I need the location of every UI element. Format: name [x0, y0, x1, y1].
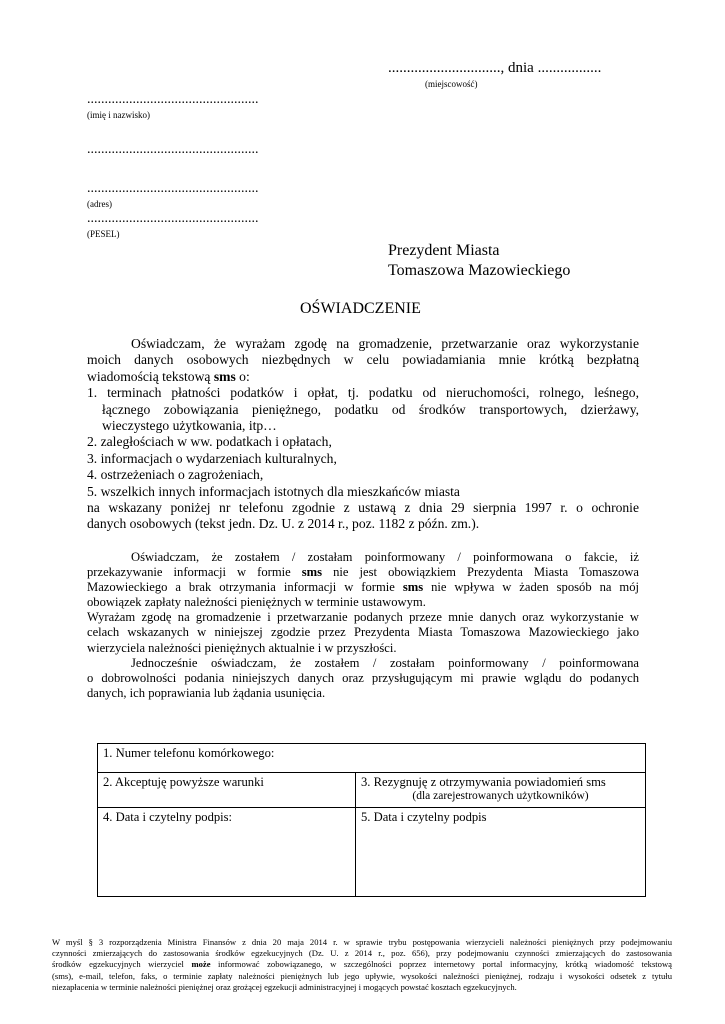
resign-label: 3. Rezygnuję z otrzymywania powiadomień sms: [361, 775, 606, 789]
address-caption: (adres): [87, 199, 112, 209]
consent-item-5: 5. wszelkich innych informacjach istotnych dla mieszkańców miasta: [87, 483, 460, 499]
signature-5-label: 5. Data i czytelny podpis: [361, 810, 487, 824]
signature-field-5[interactable]: [356, 808, 646, 897]
footnote-line-2: czynności zmierzających do zastosowania środków egzekucyjnych (Dz. U. z 2014 r., poz. 656), przy podejmowaniu czynności zmierzających do zastosowania: [52, 948, 672, 959]
signature-4-label: 4. Data i czytelny podpis:: [103, 810, 233, 824]
accept-terms-label: 2. Akceptuję powyższe warunki: [103, 775, 264, 789]
resign-field[interactable]: [356, 773, 646, 808]
footnote-line-5: niezapłacenia w terminie należności pieniężnej oraz grożącej egzekucji administracyjnej i mogących powstać kosztach egzekucyjnych.: [52, 981, 517, 992]
declaration-2-line-2: celach wskazanych w niniejszej zgodzie przez Prezydenta Miasta Tomaszowa Mazowieckiego jako: [87, 625, 639, 640]
pesel-line[interactable]: .................................................: [87, 211, 259, 226]
consent-intro-3: wiadomością tekstową sms o:: [87, 368, 250, 384]
declaration-3-line-1: Jednocześnie oświadczam, że zostałem / zostałam poinformowany / poinformowana: [131, 655, 639, 670]
consent-intro-2: moich danych osobowych niezbędnych w celu powiadamiania mnie krótką bezpłatną: [87, 352, 639, 368]
resign-note: (dla zarejestrowanych użytkowników): [412, 790, 589, 802]
declaration-1-line-4: obowiązek zapłaty należności pieniężnych w terminie ustawowym.: [87, 595, 426, 610]
consent-item-2: 2. zaległościach w ww. podatkach i opłatach,: [87, 434, 332, 450]
consent-item-1-line-2: łącznego zobowiązania pieniężnego, podatku od środków transportowych, dzierżawy,: [102, 401, 639, 417]
declaration-1-line-1: Oświadczam, że zostałem / zostałam poinformowany / poinformowana o fakcie, iż: [131, 550, 639, 564]
declaration-3-line-2: o dobrowolności podania niniejszych danych oraz przysługującym mi prawie wglądu do podanych: [87, 670, 639, 685]
pesel-caption: (PESEL): [87, 229, 120, 239]
declaration-2-line-1: Wyrażam zgodę na gromadzenie i przetwarzanie podanych przeze mnie danych oraz wykorzystanie w: [87, 610, 639, 625]
address-line-1[interactable]: .................................................: [87, 142, 259, 157]
consent-item-1-line-3: wieczystego użytkowania, itp…: [102, 418, 277, 434]
consent-outro-1: na wskazany poniżej nr telefonu zgodnie z ustawą z dnia 29 sierpnia 1997 r. o ochronie: [87, 500, 639, 516]
footnote-line-1: W myśl § 3 rozporządzenia Ministra Finansów z dnia 20 maja 2014 r. w sprawie trybu postępowania wierzycieli należności pieniężnych przy podejmowaniu: [52, 937, 672, 947]
consent-outro-2: danych osobowych (tekst jedn. Dz. U. z 2014 r., poz. 1182 z późn. zm.).: [87, 516, 480, 532]
consent-item-1-line-1: 1. terminach płatności podatków i opłat, tj. podatku od nieruchomości, rolnego, leśnego,: [87, 385, 639, 401]
consent-form-table: [97, 743, 646, 897]
declaration-paragraph: [87, 550, 639, 701]
consent-item-4: 4. ostrzeżeniach o zagrożeniach,: [87, 467, 264, 483]
addressee-line-2: Tomaszowa Mazowieckiego: [388, 262, 571, 279]
accept-terms-field[interactable]: [98, 773, 356, 808]
consent-paragraph: [87, 336, 639, 533]
document-title: OŚWIADCZENIE: [300, 300, 421, 317]
address-line-2[interactable]: .................................................: [87, 181, 259, 196]
name-line[interactable]: .................................................: [87, 92, 259, 107]
name-caption: (imię i nazwisko): [87, 110, 150, 120]
consent-item-3: 3. informacjach o wydarzeniach kulturalnych,: [87, 450, 337, 466]
place-caption: (miejscowość): [425, 79, 478, 89]
footnote-line-3: środków egzekucyjnych wierzyciel może informować zobowiązanego, w szczególności poprzez internetowy portal informacyjny, krótką wiadomość tekstową: [52, 959, 672, 970]
legal-footnote: [52, 937, 672, 993]
declaration-1-line-2: przekazywanie informacji w formie sms nie jest obowiązkiem Prezydenta Miasta Tomaszowa: [87, 565, 639, 580]
addressee-line-1: Prezydent Miasta: [388, 242, 500, 259]
declaration-2-line-3: wierzyciela należności pieniężnych aktualnie i w przyszłości.: [87, 640, 397, 655]
signature-field-4[interactable]: [98, 808, 356, 897]
phone-number-field[interactable]: [98, 744, 646, 773]
consent-intro-1: Oświadczam, że wyrażam zgodę na gromadzenie, przetwarzanie oraz wykorzystanie: [131, 336, 639, 351]
declaration-3-line-3: danych, ich poprawiania lub żądania usunięcia.: [87, 685, 326, 700]
place-date-line[interactable]: .............................., dnia .................: [388, 60, 602, 76]
footnote-line-4: (sms), e-mail, telefon, faks, o terminie zapłaty należności pieniężnych lub jego upływie, wysokości należności pieniężnej, rodzaju i wysokości odsetek z tytułu: [52, 970, 672, 981]
declaration-1-line-3: Mazowieckiego a brak otrzymania informacji w formie sms nie wpływa w żaden sposób na mój: [87, 580, 639, 595]
phone-number-label: 1. Numer telefonu komórkowego:: [103, 746, 275, 760]
